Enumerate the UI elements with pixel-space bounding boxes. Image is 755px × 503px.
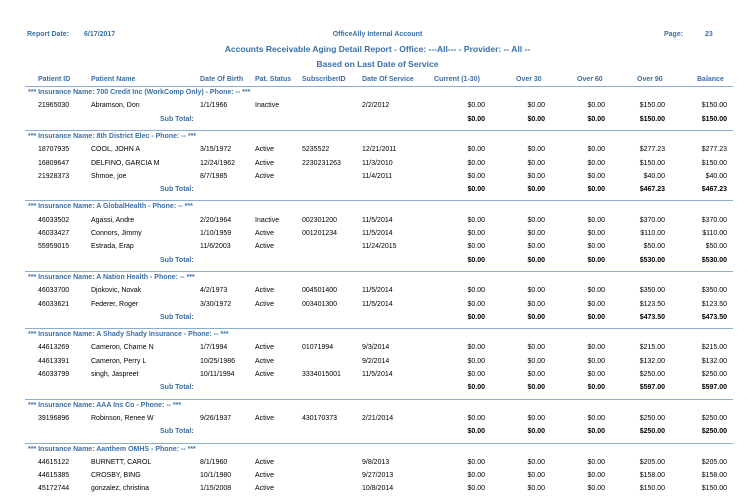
- cell-bal: $150.00: [701, 159, 727, 167]
- cell-dos: 11/3/2010: [362, 159, 393, 167]
- col-dob: Date Of Birth: [200, 76, 244, 83]
- cell-sub: 5235522: [302, 146, 330, 154]
- cell-o90: $150.00: [639, 485, 665, 493]
- cell-o60: $0.00: [587, 300, 605, 308]
- cell-name: Cameron, Perry L: [91, 357, 147, 365]
- table-row: [0, 459, 755, 471]
- group-divider: [25, 328, 733, 329]
- table-row: [0, 102, 755, 114]
- cell-id: 55959015: [38, 243, 70, 251]
- cell-bal: $158.00: [701, 472, 727, 480]
- table-row: [0, 344, 755, 356]
- cell-o90: $132.00: [639, 357, 665, 365]
- cell-bal: $123.50: [701, 300, 727, 308]
- subtotal-o90: $467.23: [639, 186, 665, 194]
- header-divider: [25, 86, 733, 87]
- cell-name: CROSBY, BING: [91, 472, 141, 480]
- cell-cur: $0.00: [467, 102, 485, 110]
- subtotal-label: Sub Total:: [160, 115, 194, 123]
- cell-bal: $350.00: [701, 287, 727, 295]
- cell-o60: $0.00: [587, 102, 605, 110]
- cell-o30: $0.00: [527, 159, 545, 167]
- cell-id: 18707935: [38, 146, 70, 154]
- cell-status: Active: [255, 300, 275, 308]
- cell-o30: $0.00: [527, 472, 545, 480]
- cell-name: singh, Jaspreet: [91, 371, 139, 378]
- cell-name: Agassi, Andre: [91, 216, 135, 224]
- cell-o30: $0.00: [527, 230, 545, 237]
- cell-o90: $150.00: [639, 159, 665, 167]
- cell-name: Shmoe, joe: [91, 172, 127, 180]
- subtotal-o60: $0.00: [587, 313, 605, 321]
- subtotal-cur: $0.00: [467, 115, 485, 123]
- table-row: [0, 485, 755, 497]
- cell-name: Abramson, Don: [91, 102, 140, 110]
- subtotal-row: [0, 186, 755, 198]
- subtotal-label: Sub Total:: [160, 186, 194, 194]
- cell-status: Active: [255, 243, 275, 251]
- cell-bal: $205.00: [701, 458, 727, 466]
- subtotal-o30: $0.00: [527, 256, 545, 264]
- group-divider: [25, 271, 733, 272]
- cell-id: 46033700: [38, 287, 70, 295]
- insurance-group-header: [0, 203, 755, 215]
- cell-o90: $205.00: [639, 458, 665, 466]
- cell-cur: $0.00: [467, 287, 485, 295]
- cell-o90: $40.00: [643, 172, 665, 180]
- page-number: 23: [705, 31, 713, 38]
- cell-sub: 003401300: [302, 300, 338, 308]
- report-subtitle: Based on Last Date of Service: [316, 59, 439, 69]
- cell-bal: $150.00: [701, 102, 727, 110]
- cell-name: DELFINO, GARCIA M: [91, 159, 160, 167]
- subtotal-cur: $0.00: [467, 384, 485, 392]
- cell-id: 44615385: [38, 472, 70, 480]
- subtotal-o60: $0.00: [587, 115, 605, 123]
- cell-dob: 3/15/1972: [200, 146, 232, 154]
- cell-id: 21965030: [38, 102, 70, 110]
- cell-cur: $0.00: [467, 216, 485, 224]
- cell-sub: 3334015001: [302, 371, 341, 378]
- group-divider: [25, 399, 733, 400]
- insurance-name: *** Insurance Name: A GlobalHealth - Phone: -- ***: [28, 203, 193, 211]
- cell-dob: 10/1/1980: [200, 472, 232, 480]
- cell-status: Active: [255, 458, 275, 466]
- cell-name: Connors, Jimmy: [91, 230, 142, 237]
- table-row: [0, 146, 755, 158]
- cell-dob: 1/1/1966: [200, 102, 228, 110]
- cell-dob: 10/11/1994: [200, 371, 235, 378]
- cell-status: Inactive: [255, 216, 280, 224]
- cell-dos: 11/4/2011: [362, 172, 393, 180]
- cell-cur: $0.00: [467, 243, 485, 251]
- subtotal-row: [0, 257, 755, 269]
- col-over30: Over 30: [516, 76, 542, 83]
- cell-o90: $250.00: [639, 414, 665, 422]
- cell-cur: $0.00: [467, 357, 485, 365]
- cell-o90: $158.00: [639, 472, 665, 480]
- cell-id: 39196896: [38, 414, 70, 422]
- subtotal-o30: $0.00: [527, 384, 545, 392]
- subtotal-o90: $250.00: [639, 428, 665, 436]
- cell-o30: $0.00: [527, 102, 545, 110]
- col-patient-name: Patient Name: [91, 76, 136, 83]
- insurance-group-header: [0, 402, 755, 414]
- subtotal-o30: $0.00: [527, 313, 545, 321]
- cell-status: Active: [255, 159, 275, 167]
- cell-dob: 2/20/1964: [200, 216, 232, 224]
- table-row: [0, 301, 755, 313]
- subtotal-o60: $0.00: [587, 384, 605, 392]
- cell-id: 46033799: [38, 371, 70, 378]
- subtotal-o30: $0.00: [527, 428, 545, 436]
- cell-o30: $0.00: [527, 287, 545, 295]
- insurance-name: *** Insurance Name: A Nation Health - Phone: -- ***: [28, 273, 195, 281]
- col-balance: Balance: [697, 76, 724, 83]
- cell-dob: 9/26/1937: [200, 414, 232, 422]
- cell-cur: $0.00: [467, 414, 485, 422]
- cell-name: Djokovic, Novak: [91, 287, 142, 295]
- cell-status: Active: [255, 287, 275, 295]
- cell-dos: 11/5/2014: [362, 230, 393, 237]
- cell-status: Active: [255, 230, 275, 237]
- table-row: [0, 243, 755, 255]
- cell-o60: $0.00: [587, 458, 605, 466]
- subtotal-o60: $0.00: [587, 186, 605, 194]
- cell-name: gonzalez, christina: [91, 485, 149, 493]
- account-name: OfficeAlly Internal Account: [332, 31, 423, 38]
- cell-bal: $50.00: [705, 243, 727, 251]
- cell-o90: $110.00: [640, 230, 665, 237]
- cell-id: 46033502: [38, 216, 70, 224]
- cell-dos: 9/8/2013: [362, 458, 390, 466]
- cell-o30: $0.00: [527, 414, 545, 422]
- subtotal-bal: $150.00: [701, 115, 727, 123]
- subtotal-o30: $0.00: [527, 186, 545, 194]
- cell-o30: $0.00: [527, 216, 545, 224]
- cell-cur: $0.00: [467, 172, 485, 180]
- cell-o60: $0.00: [587, 243, 605, 251]
- table-row: [0, 371, 755, 383]
- cell-o60: $0.00: [587, 485, 605, 493]
- cell-status: Inactive: [255, 102, 280, 110]
- cell-id: 44613269: [38, 344, 70, 352]
- cell-sub: 2230231263: [302, 159, 341, 167]
- insurance-group-header: [0, 133, 755, 145]
- report-date: 6/17/2017: [84, 31, 116, 38]
- cell-name: Estrada, Erap: [91, 243, 134, 251]
- cell-status: Active: [255, 344, 275, 352]
- cell-dos: 9/2/2014: [362, 357, 390, 365]
- cell-o30: $0.00: [527, 357, 545, 365]
- cell-dob: 1/7/1994: [200, 344, 228, 352]
- cell-bal: $370.00: [701, 216, 727, 224]
- cell-o30: $0.00: [527, 243, 545, 251]
- cell-sub: 01071994: [302, 344, 334, 352]
- table-row: [0, 217, 755, 229]
- cell-dob: 1/15/2008: [200, 485, 232, 493]
- cell-cur: $0.00: [467, 472, 485, 480]
- cell-cur: $0.00: [467, 344, 485, 352]
- insurance-group-header: [0, 446, 755, 458]
- cell-dos: 9/3/2014: [362, 344, 390, 352]
- cell-sub: 001201234: [302, 230, 338, 237]
- cell-dos: 9/27/2013: [362, 472, 394, 480]
- cell-dob: 10/25/1986: [200, 357, 236, 365]
- cell-bal: $215.00: [701, 344, 727, 352]
- subtotal-o90: $150.00: [639, 115, 665, 123]
- cell-id: 16809647: [38, 159, 70, 167]
- cell-cur: $0.00: [467, 458, 485, 466]
- cell-bal: $150.00: [701, 485, 727, 493]
- table-row: [0, 472, 755, 484]
- cell-o90: $50.00: [643, 243, 665, 251]
- insurance-group-header: [0, 274, 755, 286]
- cell-name: COOL, JOHN A: [91, 146, 141, 154]
- cell-o30: $0.00: [527, 146, 545, 154]
- cell-o90: $350.00: [639, 287, 665, 295]
- group-divider: [25, 130, 733, 131]
- cell-name: Cameron, Charne N: [91, 344, 154, 352]
- cell-status: Active: [255, 146, 275, 154]
- table-row: [0, 287, 755, 299]
- cell-dob: 8/1/1960: [200, 458, 228, 466]
- subtotal-o60: $0.00: [587, 428, 605, 436]
- cell-o30: $0.00: [527, 371, 545, 378]
- cell-o90: $250.00: [639, 371, 665, 378]
- subtotal-row: [0, 384, 755, 396]
- cell-cur: $0.00: [467, 371, 485, 378]
- cell-o30: $0.00: [527, 485, 545, 493]
- insurance-name: *** Insurance Name: Aanthem OMHS - Phone: -- ***: [28, 445, 196, 453]
- page-label: Page:: [664, 31, 684, 38]
- group-divider: [25, 200, 733, 201]
- report-title: Accounts Receivable Aging Detail Report - Office: ---All--- - Provider: -- All --: [224, 44, 531, 54]
- table-row: [0, 415, 755, 427]
- subtotal-cur: $0.00: [467, 256, 485, 264]
- cell-dos: 11/5/2014: [362, 287, 393, 295]
- cell-dos: 2/2/2012: [362, 102, 390, 110]
- insurance-name: *** Insurance Name: A Shady Shady Insurance - Phone: -- ***: [28, 331, 229, 339]
- cell-dos: 10/8/2014: [362, 485, 394, 493]
- cell-status: Active: [255, 172, 275, 180]
- cell-dob: 1/10/1959: [200, 230, 232, 237]
- col-current: Current (1-30): [434, 76, 480, 83]
- subtotal-label: Sub Total:: [160, 428, 194, 436]
- cell-dos: 11/5/2014: [362, 216, 393, 224]
- subtotal-bal: $597.00: [701, 384, 727, 392]
- cell-name: Federer, Roger: [91, 300, 139, 308]
- cell-name: Robinson, Renee W: [91, 414, 154, 422]
- cell-id: 46033621: [38, 300, 70, 308]
- subtotal-bal: $530.00: [701, 256, 727, 264]
- cell-o90: $215.00: [639, 344, 665, 352]
- subtotal-label: Sub Total:: [160, 256, 194, 264]
- cell-dob: 8/7/1985: [200, 172, 228, 180]
- cell-dob: 3/30/1972: [200, 300, 232, 308]
- subtotal-cur: $0.00: [467, 428, 485, 436]
- subtotal-bal: $467.23: [701, 186, 727, 194]
- col-over90: Over 90: [637, 76, 663, 83]
- cell-bal: $277.23: [701, 146, 727, 154]
- cell-dob: 11/6/2003: [200, 243, 231, 251]
- subtotal-row: [0, 428, 755, 440]
- group-divider: [25, 443, 733, 444]
- cell-o60: $0.00: [587, 146, 605, 154]
- cell-status: Active: [255, 357, 275, 365]
- cell-o60: $0.00: [587, 287, 605, 295]
- col-subscriber-id: SubscriberID: [302, 76, 346, 83]
- cell-o90: $150.00: [639, 102, 665, 110]
- cell-o60: $0.00: [587, 371, 605, 378]
- cell-dos: 11/5/2014: [362, 300, 393, 308]
- cell-dos: 2/21/2014: [362, 414, 394, 422]
- cell-o60: $0.00: [587, 414, 605, 422]
- subtotal-cur: $0.00: [467, 186, 485, 194]
- cell-sub: 430170373: [302, 414, 338, 422]
- cell-o90: $370.00: [639, 216, 665, 224]
- cell-bal: $250.00: [701, 371, 727, 378]
- cell-bal: $250.00: [701, 414, 727, 422]
- table-row: [0, 173, 755, 185]
- cell-cur: $0.00: [467, 485, 485, 493]
- cell-o30: $0.00: [527, 458, 545, 466]
- cell-o90: $277.23: [639, 146, 665, 154]
- subtotal-o30: $0.00: [527, 115, 545, 123]
- subtotal-cur: $0.00: [467, 313, 485, 321]
- cell-bal: $40.00: [705, 172, 727, 180]
- cell-sub: 002301200: [302, 216, 338, 224]
- cell-id: 45172744: [38, 485, 70, 493]
- insurance-name: *** Insurance Name: 8th District Elec - Phone: -- ***: [28, 132, 197, 140]
- cell-o60: $0.00: [587, 216, 605, 224]
- cell-status: Active: [255, 371, 275, 378]
- subtotal-o90: $473.50: [639, 313, 665, 321]
- col-patient-id: Patient ID: [38, 76, 71, 83]
- cell-dos: 11/24/2015: [362, 243, 397, 251]
- subtotal-o90: $597.00: [639, 384, 665, 392]
- cell-o60: $0.00: [587, 357, 605, 365]
- insurance-name: *** Insurance Name: AAA Ins Co - Phone: -- ***: [28, 401, 182, 409]
- cell-dob: 4/2/1973: [200, 287, 228, 295]
- cell-dob: 12/24/1962: [200, 159, 236, 167]
- cell-dos: 12/21/2011: [362, 146, 397, 154]
- subtotal-row: [0, 116, 755, 128]
- subtotal-label: Sub Total:: [160, 384, 194, 392]
- cell-o30: $0.00: [527, 172, 545, 180]
- table-row: [0, 358, 755, 370]
- col-over60: Over 60: [577, 76, 603, 83]
- cell-status: Active: [255, 472, 275, 480]
- cell-cur: $0.00: [467, 146, 485, 154]
- cell-status: Active: [255, 414, 275, 422]
- cell-cur: $0.00: [467, 230, 485, 237]
- insurance-group-header: [0, 331, 755, 343]
- col-status: Pat. Status: [255, 76, 292, 83]
- subtotal-o60: $0.00: [587, 256, 605, 264]
- report-date-label: Report Date:: [27, 31, 70, 38]
- subtotal-bal: $250.00: [701, 428, 727, 436]
- cell-bal: $110.00: [702, 230, 727, 237]
- cell-o60: $0.00: [587, 172, 605, 180]
- cell-o30: $0.00: [527, 300, 545, 308]
- insurance-name: *** Insurance Name: 700 Credit Inc (WorkComp Only) - Phone: -- ***: [28, 89, 251, 96]
- cell-dos: 11/5/2014: [362, 371, 393, 378]
- cell-cur: $0.00: [467, 300, 485, 308]
- subtotal-bal: $473.50: [701, 313, 727, 321]
- cell-o60: $0.00: [587, 159, 605, 167]
- cell-id: 44615122: [38, 458, 70, 466]
- cell-cur: $0.00: [467, 159, 485, 167]
- cell-o60: $0.00: [587, 344, 605, 352]
- subtotal-label: Sub Total:: [160, 313, 194, 321]
- cell-bal: $132.00: [701, 357, 727, 365]
- subtotal-o90: $530.00: [639, 256, 665, 264]
- col-dos: Date Of Service: [362, 76, 414, 83]
- cell-id: 44613391: [38, 357, 70, 365]
- cell-id: 46033427: [38, 230, 70, 237]
- cell-sub: 004501400: [302, 287, 338, 295]
- table-row: [0, 160, 755, 172]
- cell-o60: $0.00: [587, 230, 605, 237]
- cell-name: BURNETT, CAROL: [91, 458, 152, 466]
- cell-id: 21928373: [38, 172, 70, 180]
- cell-o30: $0.00: [527, 344, 545, 352]
- subtotal-row: [0, 314, 755, 326]
- table-row: [0, 230, 755, 242]
- cell-status: Active: [255, 485, 275, 493]
- cell-o60: $0.00: [587, 472, 605, 480]
- insurance-group-header: [0, 89, 755, 101]
- cell-o90: $123.50: [639, 300, 665, 308]
